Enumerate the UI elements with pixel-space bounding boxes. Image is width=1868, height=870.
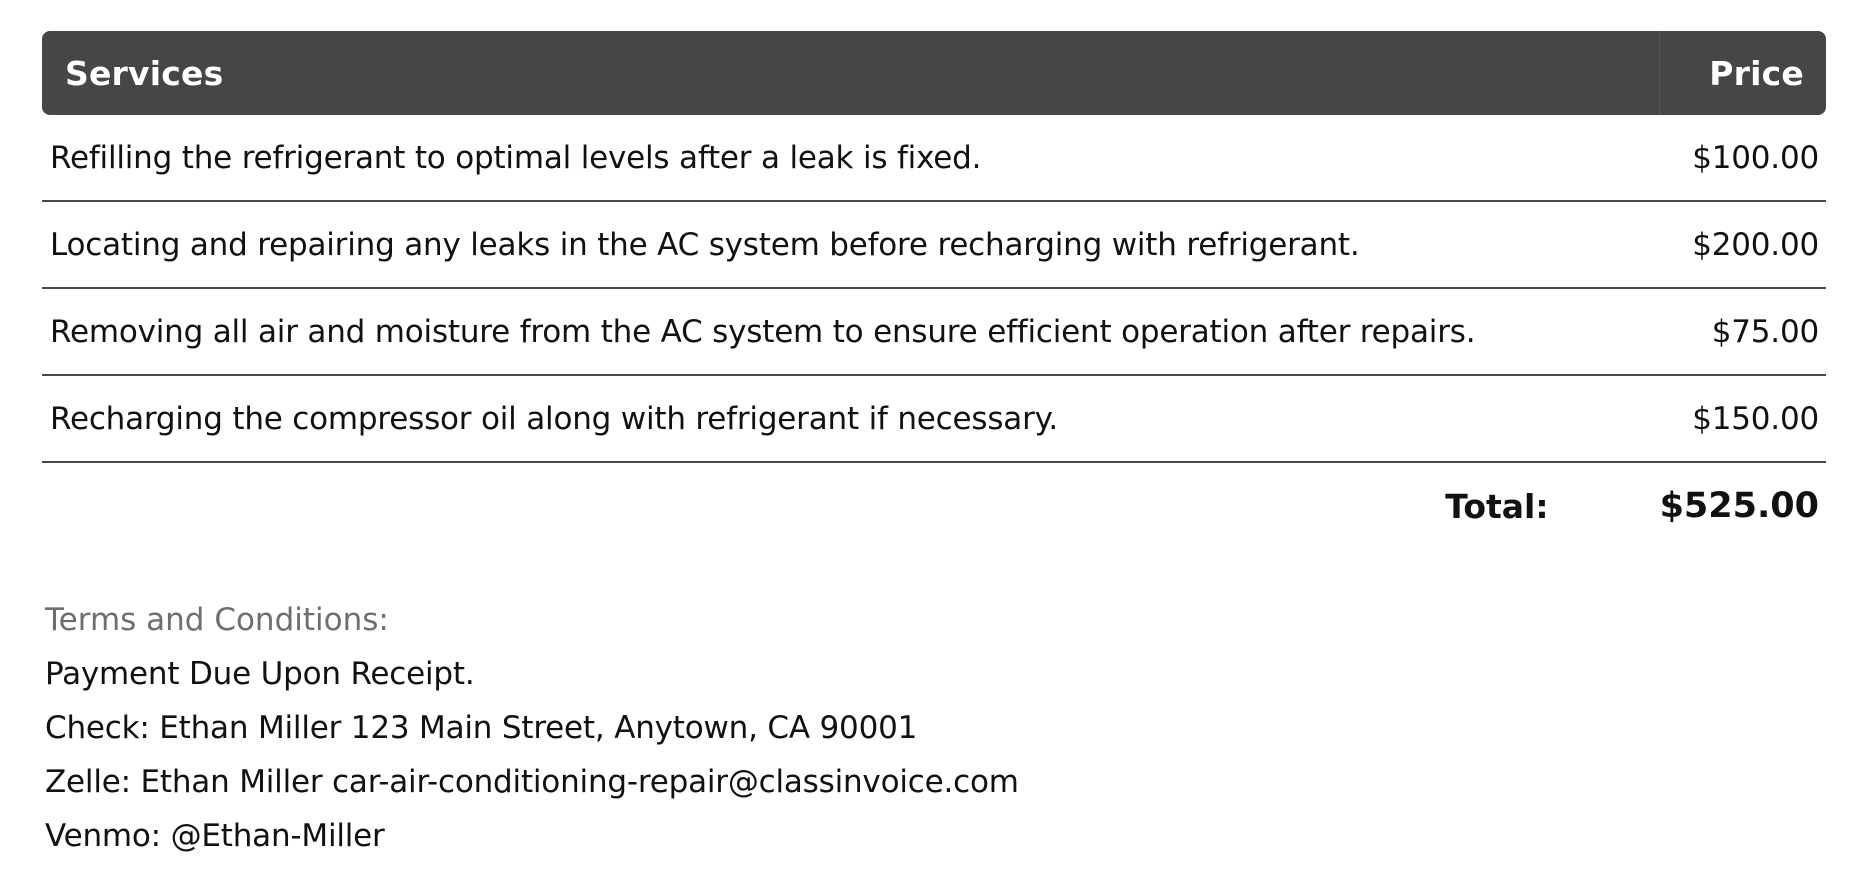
service-price: $100.00 <box>1659 115 1826 202</box>
terms-venmo: Venmo: @Ethan-Miller <box>45 818 385 854</box>
terms-zelle: Zelle: Ethan Miller car-air-conditioning-repair@classinvoice.com <box>45 764 1019 800</box>
header-price: Price <box>1659 31 1826 115</box>
header-services: Services <box>42 31 1659 115</box>
table-row <box>42 202 1826 289</box>
terms-title: Terms and Conditions: <box>45 602 389 638</box>
service-price: $150.00 <box>1659 376 1826 463</box>
service-price: $200.00 <box>1659 202 1826 289</box>
services-table <box>42 31 1826 549</box>
table-body <box>42 115 1826 463</box>
service-description: Recharging the compressor oil along with refrigerant if necessary. <box>42 376 1659 463</box>
table-footer <box>42 463 1826 549</box>
table-row <box>42 289 1826 376</box>
service-price: $75.00 <box>1659 289 1826 376</box>
service-description: Removing all air and moisture from the AC system to ensure efficient operation after repairs. <box>42 289 1659 376</box>
terms-section <box>42 593 1826 863</box>
service-description: Locating and repairing any leaks in the AC system before recharging with refrigerant. <box>42 202 1659 289</box>
invoice <box>42 31 1826 863</box>
table-row <box>42 115 1826 202</box>
header-row <box>42 31 1826 115</box>
table-row <box>42 376 1826 463</box>
terms-payment-due: Payment Due Upon Receipt. <box>45 656 475 692</box>
total-label: Total: <box>1445 486 1549 526</box>
service-description: Refilling the refrigerant to optimal levels after a leak is fixed. <box>42 115 1659 202</box>
terms-check: Check: Ethan Miller 123 Main Street, Anytown, CA 90001 <box>45 710 918 746</box>
total-row <box>42 463 1826 549</box>
total-value: $525.00 <box>1659 486 1819 526</box>
table-header <box>42 31 1826 115</box>
